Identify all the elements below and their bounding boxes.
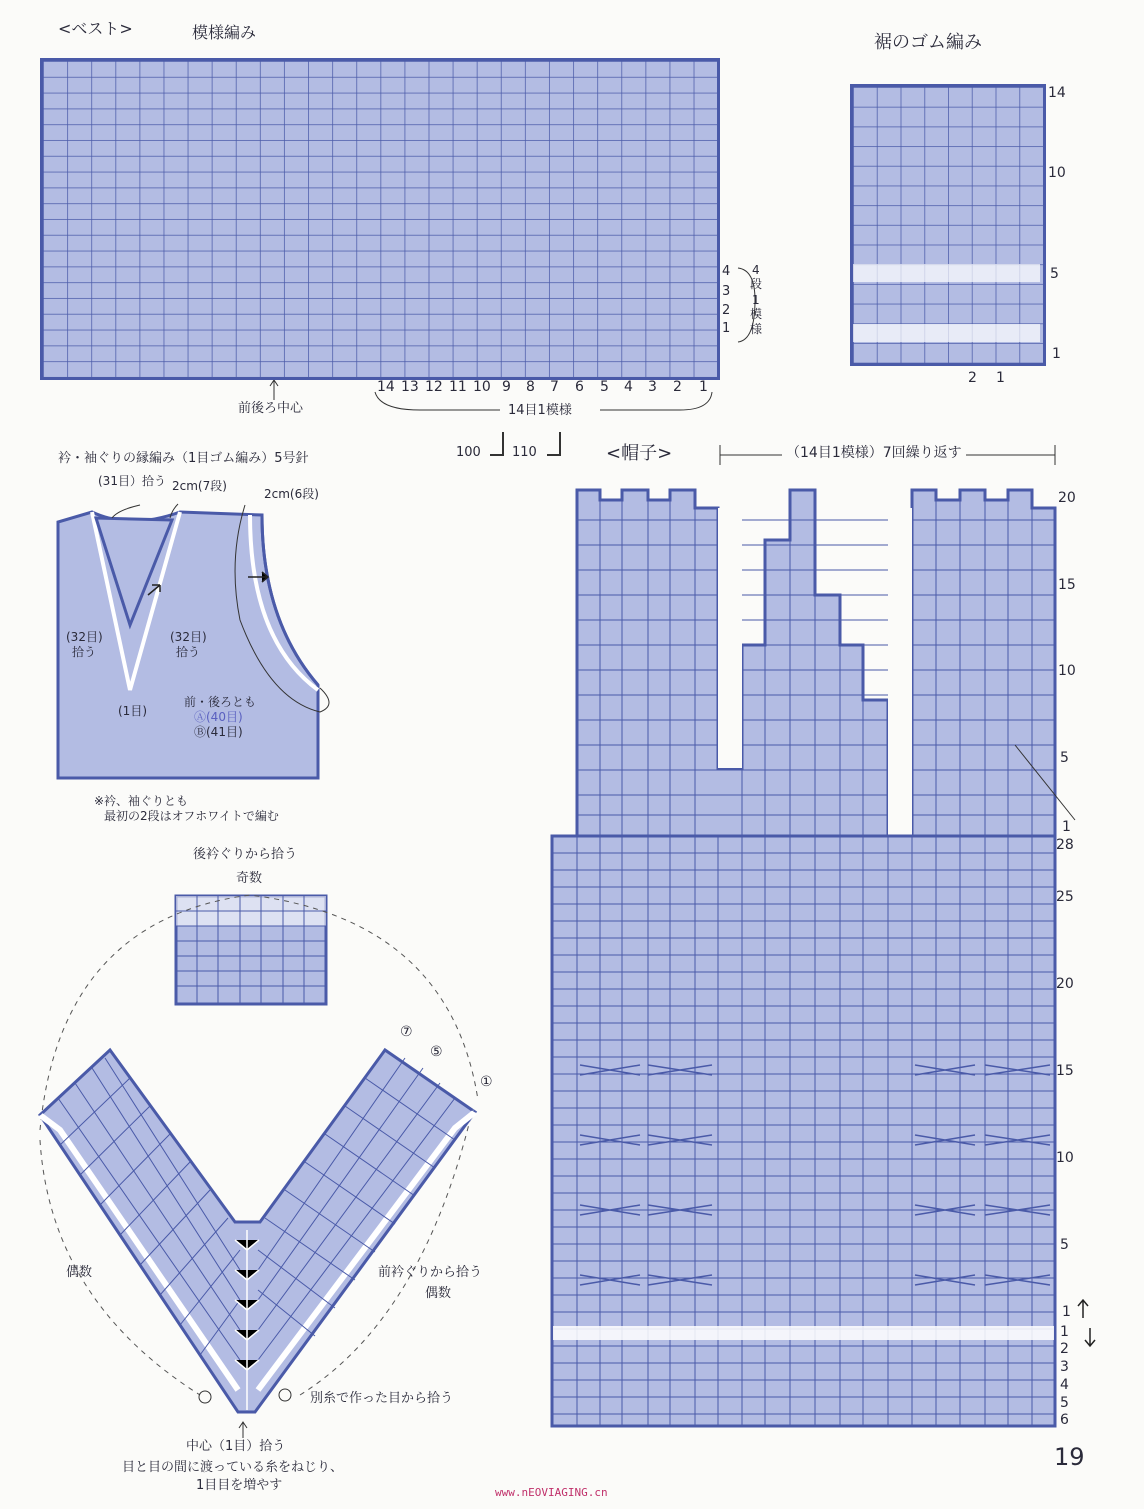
footer-url: www.nEOVIAGING.cn [495,1486,608,1499]
repeat-note: 段 [750,277,763,291]
pattern-row-num: 3 [722,284,731,299]
hat-top-row: 10 [1058,663,1076,679]
hat-rib-row: 2 [1060,1341,1069,1357]
pattern-col-num: 13 [401,379,419,395]
edge-label: 拾う [176,645,201,659]
pattern-col-num: 11 [449,379,467,395]
separate-yarn-label: 別糸で作った目から拾う [310,1391,454,1406]
front-neck-label: 前衿ぐりから拾う [378,1265,483,1280]
v-neckband-chart [40,1050,475,1438]
edge-label: 2cm(7段) [172,479,227,493]
edge-label: Ⓑ(41目) [194,725,243,739]
size-mark: 100 [456,445,481,460]
edge-title: 衿・袖ぐりの縁編み（1目ゴム編み）5号針 [58,451,309,466]
pattern-col-num: 8 [526,379,535,395]
pattern-col-num: 7 [550,379,559,395]
pattern-col-num: 14 [377,379,395,395]
hat-label: <帽子> [606,443,673,464]
edge-label: (31目）拾う [98,474,166,488]
ribbing-row-num: 5 [1050,266,1059,282]
pattern-col-num: 10 [473,379,491,395]
hat-body-row: 10 [1056,1150,1074,1166]
pattern-col-num: 2 [673,379,682,395]
pattern-row-num: 4 [722,264,731,279]
odd-label: 奇数 [236,871,263,886]
hat-body-row: 1 [1062,1304,1071,1320]
circled-mark: ⑤ [430,1044,443,1060]
edge-label: 拾う [72,645,97,659]
pattern-repeat-label: 14目1模様 [508,403,572,418]
ribbing-white-row [853,264,1040,282]
hat-body-row: 5 [1060,1237,1069,1253]
even-label: 偶数 [66,1265,93,1280]
hat-body-row: 28 [1056,837,1074,853]
hat-top-row: 15 [1058,577,1076,593]
hat-rib-row: 3 [1060,1359,1069,1375]
circled-mark: ① [480,1074,493,1090]
pattern-col-num: 4 [624,379,633,395]
pattern-chart [40,58,720,380]
ribbing-row-num: 14 [1048,85,1066,101]
edge-label: 前・後ろとも [184,695,257,709]
note-line: ※衿、袖ぐりとも [94,794,189,808]
pattern-col-num: 1 [699,379,708,395]
ribbing-col-num: 1 [996,370,1005,386]
hat-crown [577,490,1055,836]
pattern-title: 模様編み [192,23,257,42]
hat-rib-row: 6 [1060,1412,1069,1428]
ribbing-white-row [853,324,1040,342]
front-neck-even: 偶数 [425,1286,452,1301]
repeat-note: 様 [750,322,763,336]
pattern-row-num: 2 [722,303,731,318]
hat-top-row: 5 [1060,750,1069,766]
circled-mark: ⑦ [400,1024,413,1040]
note-line: 最初の2段はオフホワイトで編む [104,809,279,823]
ribbing-row-num: 1 [1052,346,1061,362]
pattern-col-num: 3 [648,379,657,395]
center-pick-label: 中心（1目）拾う [186,1439,286,1454]
size-mark: 110 [512,445,537,460]
repeat-note: 4 [752,263,760,277]
vest-label: <ベスト> [58,19,133,38]
edge-label: (32目) [170,630,207,644]
pattern-col-num: 5 [600,379,609,395]
repeat-note: 1 [752,293,760,307]
hat-top-row: 20 [1058,490,1076,506]
ribbing-row-num: 10 [1048,165,1066,181]
edge-label: Ⓐ(40目) [194,710,243,724]
edge-label: (1目) [118,704,147,718]
hat-rib-row: 5 [1060,1395,1069,1411]
hat-body-row: 25 [1056,889,1074,905]
edge-label: (32目) [66,630,103,644]
hat-repeat-label: （14目1模様）7回繰り返す [782,446,966,461]
pattern-col-num: 9 [502,379,511,395]
repeat-note: 模 [750,307,763,321]
ribbing-col-num: 2 [968,370,977,386]
ribbing-title: 裾のゴム編み [874,32,982,53]
twist-note: 1目目を増やす [196,1478,283,1493]
hat-body-row: 20 [1056,976,1074,992]
pattern-col-num: 6 [575,379,584,395]
page-number: 19 [1054,1443,1085,1471]
pattern-row-num: 1 [722,321,731,336]
pattern-col-num: 12 [425,379,443,395]
hat-rib-row: 4 [1060,1377,1069,1393]
hat-top-row: 1 [1062,819,1071,835]
back-neck-label: 後衿ぐりから拾う [193,847,298,862]
hat-body-row: 15 [1056,1063,1074,1079]
twist-note: 目と目の間に渡っている糸をねじり、 [122,1460,344,1475]
edge-label: 2cm(6段) [264,487,319,501]
center-label: 前後ろ中心 [238,401,304,416]
hat-rib-row: 1 [1060,1324,1069,1340]
